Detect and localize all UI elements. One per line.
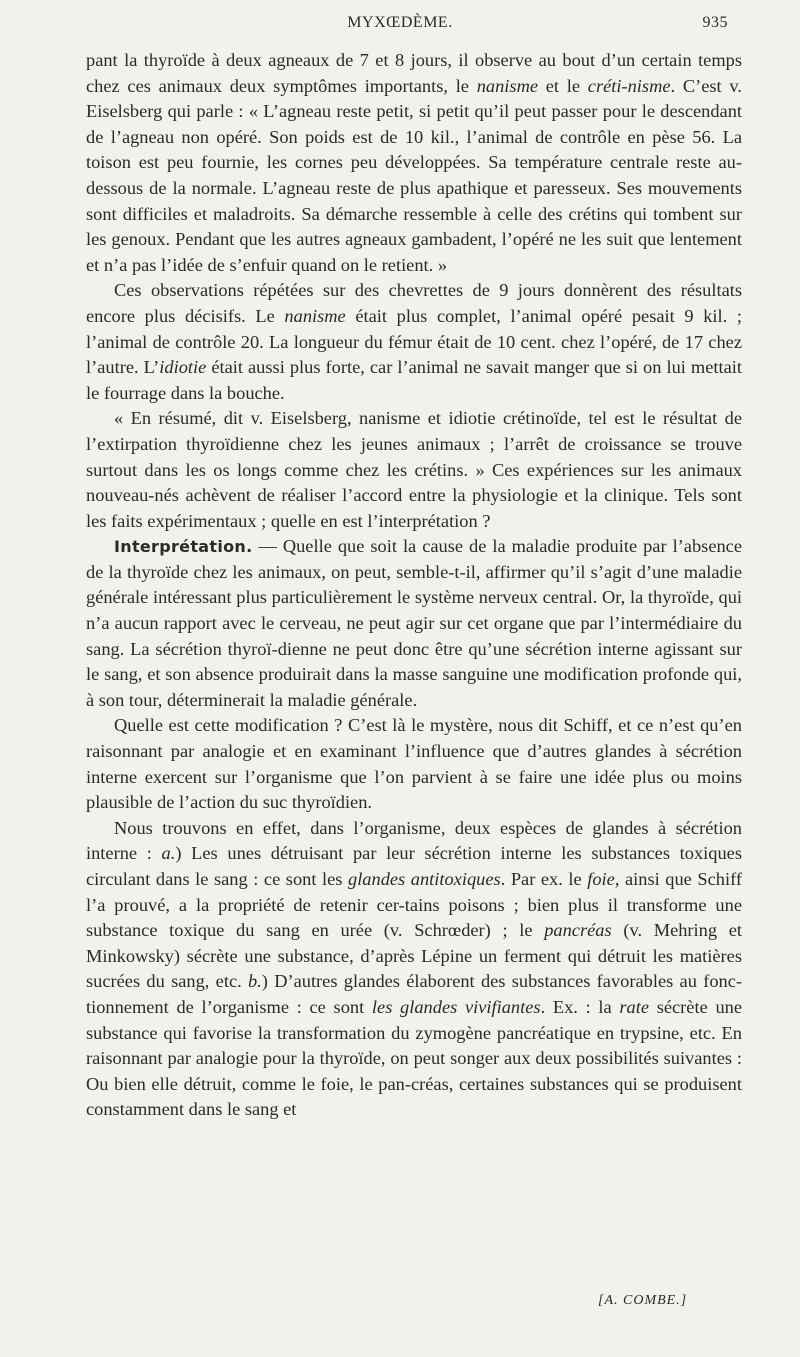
text-run: . C’est v. Eiselsberg qui parle : « L’agneau reste petit, si petit qu’il peut passer pour le descendant de l’agneau non opéré. Son poids est de 10 kil., l’animal de contrôle en pèse 56. La toison est peu fournie, les cornes peu développées. Sa température centrale reste au-dessous de la normale. L’agneau reste de plus apathique et paresseux. Ses mouvements sont difficiles et maladroits. Sa démarche ressemble à celle des crétins qui tombent sur les genoux. Pendant que les autres agneaux gambadent, l’opéré ne les suit que lentement et n’a pas l’idée de s’enfuir quand on le retient. » bbox=[86, 75, 743, 275]
text-run: (v. Mehring et Minkowsky) sécrète une substance, d’après Lépine un ferment qui détruit les matières sucrées du sang, etc. bbox=[86, 920, 742, 992]
paragraph bbox=[86, 713, 742, 815]
text-run: sécrète une substance qui favorise la transformation du zymogène pancréatique en trypsine, etc. En raisonnant par analogie pour la thyroïde, on peut songer aux deux possibilités suivantes : Ou bien elle détruit, comme le foie, le pan-créas, certaines substances qui se produisent constamment dans le sang et bbox=[86, 996, 742, 1120]
emphasis-text: idiotie bbox=[159, 357, 207, 378]
paragraph bbox=[86, 48, 742, 278]
emphasis-text: créti-nisme bbox=[587, 75, 671, 96]
emphasis-text: rate bbox=[619, 996, 649, 1017]
running-title: MYXŒDÈME. bbox=[347, 14, 453, 31]
emphasis-text: a. bbox=[161, 843, 176, 864]
text-run: — Quelle que soit la cause de la maladie produite par l’absence de la thyroïde chez les animaux, on peut, semble-t-il, affirmer qu’il s’agit d’une maladie générale intéressant plus particulièrement le système nerveux central. Or, la thyroïde, qui n’a aucun rapport avec le cerveau, ne peut agir sur cet organe que par l’intermédiaire du sang. La sécrétion thyroï-dienne ne peut donc être qu’une sécrétion interne agissant sur le sang, et son absence produirait dans la masse sanguine une modification profonde qui, à son tour, déterminerait la maladie générale. bbox=[86, 536, 742, 710]
paragraph bbox=[86, 816, 742, 1123]
text-run: et le bbox=[538, 75, 588, 96]
text-run: , ainsi que Schiff l’a prouvé, a la propriété de retenir cer-tains poisons ; bien plus il transforme une substance toxique du sang en urée (v. Schrœder) ; le bbox=[86, 869, 742, 941]
emphasis-text: pancréas bbox=[544, 920, 612, 941]
text-run: Quelle est cette modification ? C’est là le mystère, nous dit Schiff, et ce n’est qu’en raisonnant par analogie et en examinant l’influence que d’autres glandes à sécrétion interne exercent sur l’organisme que l’on parvient à se faire une idée plus ou moins plausible de l’action du suc thyroïdien. bbox=[86, 715, 742, 813]
section-heading: Interprétation. bbox=[114, 537, 253, 557]
text-run: pant la thyroïde à deux agneaux de 7 et 8 jours, il observe au bout d’un certain temps chez ces animaux deux symptômes importants, le bbox=[86, 50, 742, 96]
text-run: « En résumé, dit v. Eiselsberg, nanisme et idiotie crétinoïde, tel est le résultat de l’extirpation thyroïdienne chez les jeunes animaux ; l’arrêt de croissance se trouve surtout dans les os longs comme chez les crétins. » Ces expériences sur les animaux nouveau-nés achèvent de réaliser l’accord entre la physiologie et la clinique. Tels sont les faits expérimentaux ; quelle en est l’interprétation ? bbox=[86, 408, 742, 531]
text-run: Nous trouvons en effet, dans l’organisme, deux espèces de glandes à sécrétion interne : bbox=[86, 817, 742, 864]
text-run: ) Les unes détruisant par leur sécrétion interne les substances toxiques circulant dans le sang : ce sont les bbox=[86, 843, 742, 889]
page-number: 935 bbox=[702, 14, 728, 31]
paragraph bbox=[86, 278, 742, 406]
body-text bbox=[86, 48, 742, 1123]
emphasis-text: foie bbox=[587, 869, 615, 889]
printer-signature: [A. COMBE.] bbox=[598, 1293, 688, 1308]
text-run: ) D’autres glandes élaborent des substances favorables au fonc-tionnement de l’organisme : ce sont bbox=[86, 971, 742, 1017]
running-header bbox=[0, 14, 800, 40]
emphasis-text: nanisme bbox=[476, 75, 539, 96]
paragraph bbox=[86, 534, 742, 713]
paragraph bbox=[86, 406, 742, 534]
emphasis-text: b. bbox=[247, 971, 262, 992]
emphasis-text: glandes antitoxiques bbox=[348, 869, 501, 889]
text-run: Ces observations répétées sur des chevrettes de 9 jours donnèrent des résultats encore plus décisifs. Le bbox=[86, 280, 742, 326]
text-run: était plus complet, l’animal opéré pesait 9 kil. ; l’animal de contrôle 20. La longueur du fémur était de 10 cent. chez l’opéré, de 17 chez l’autre. L’ bbox=[86, 305, 742, 378]
text-run: . Ex. : la bbox=[540, 996, 620, 1017]
emphasis-text: les glandes vivifiantes bbox=[371, 996, 541, 1017]
text-run: était aussi plus forte, car l’animal ne savait manger que si on lui mettait le fourrage dans la bouche. bbox=[86, 357, 743, 403]
emphasis-text: nanisme bbox=[284, 305, 346, 326]
text-run: . Par ex. le bbox=[500, 869, 588, 889]
